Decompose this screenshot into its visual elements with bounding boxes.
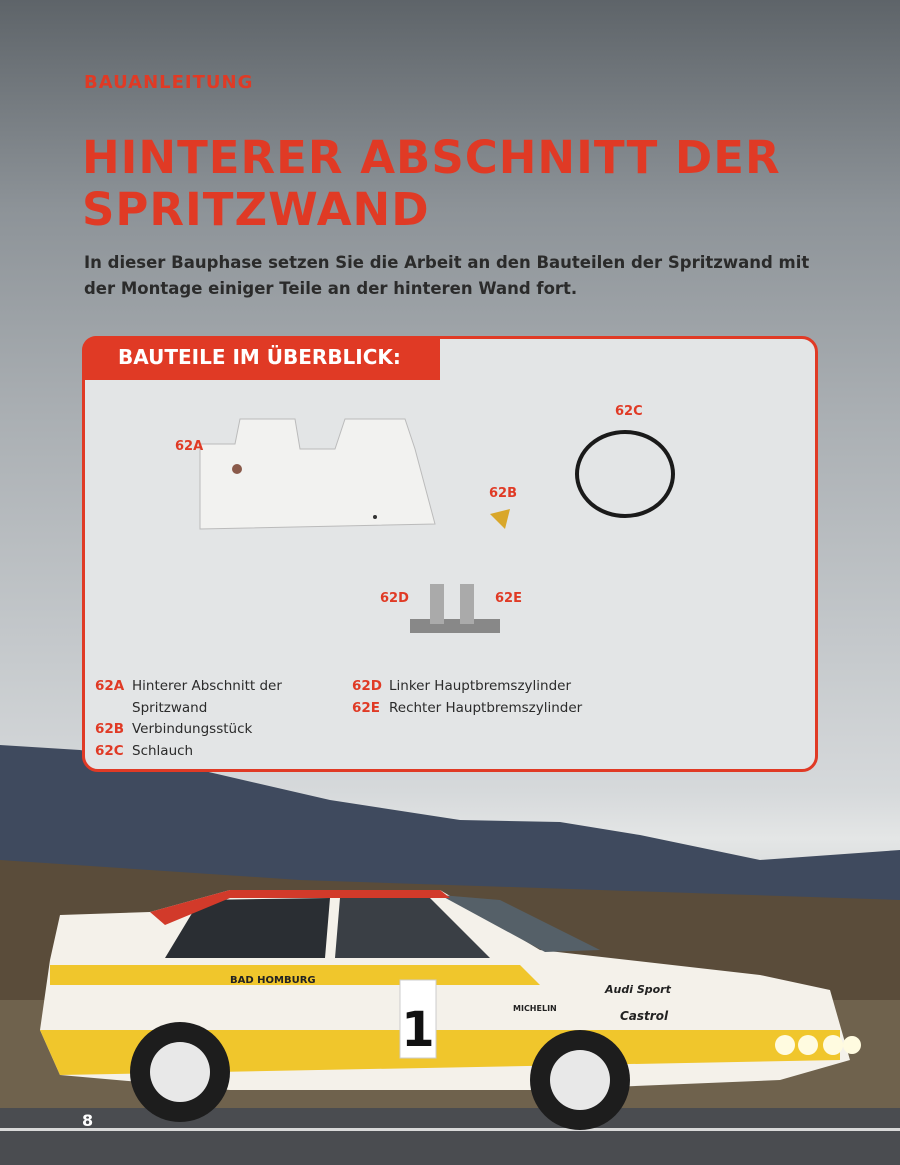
part-62a-shape [200,419,435,529]
part-62c-hose [577,432,673,516]
decal-castrol: Castrol [620,1009,669,1023]
legend-item [95,741,282,763]
page-number: 8 [82,1111,94,1130]
parts-legend-right [352,676,582,719]
label-62a: 62A [175,439,204,454]
part-62b-shape [490,509,510,529]
label-62b: 62B [489,486,517,501]
legend-name: Linker Hauptbremszylinder [389,678,572,694]
legend-name: Schlauch [132,742,194,759]
parts-overview-box [82,336,818,772]
legend-item-continued [95,698,282,720]
parts-legend-left [95,676,282,762]
legend-code: 62A [95,678,125,694]
legend-code: 62B [95,721,125,737]
legend-name: Rechter Hauptbremszylinder [389,699,583,716]
race-number: 1 [401,1002,435,1058]
part-62d-62e-shape [410,584,500,633]
legend-code: 62C [95,742,124,759]
label-62e: 62E [495,591,522,606]
road [0,1108,900,1165]
title-line-1: HINTERER ABSCHNITT DER [82,131,781,184]
legend-name: Hinterer Abschnitt der [132,678,282,694]
label-62c: 62C [615,404,643,419]
legend-name: Spritzwand [132,699,208,716]
legend-item [95,719,282,741]
decal-michelin: MICHELIN [513,1004,557,1013]
decal-bad-homburg: BAD HOMBURG [230,975,316,986]
legend-item [352,698,582,720]
decal-audi-sport: Audi Sport [605,983,671,996]
legend-code: 62D [352,678,382,694]
label-62d: 62D [380,591,409,606]
page-title [82,132,781,236]
legend-name: Verbindungsstück [132,721,253,737]
legend-code: 62E [352,699,381,716]
title-line-2: SPRITZWAND [82,183,430,236]
parts-overview-heading: BAUTEILE IM ÜBERBLICK: [82,336,440,380]
legend-item [95,676,282,698]
section-kicker: BAUANLEITUNG [84,72,254,93]
legend-item [352,676,582,698]
intro-text: In dieser Bauphase setzen Sie die Arbeit an den Bauteilen der Spritzwand mit der Montage einiger Teile an der hinteren Wand fort. [84,253,810,298]
